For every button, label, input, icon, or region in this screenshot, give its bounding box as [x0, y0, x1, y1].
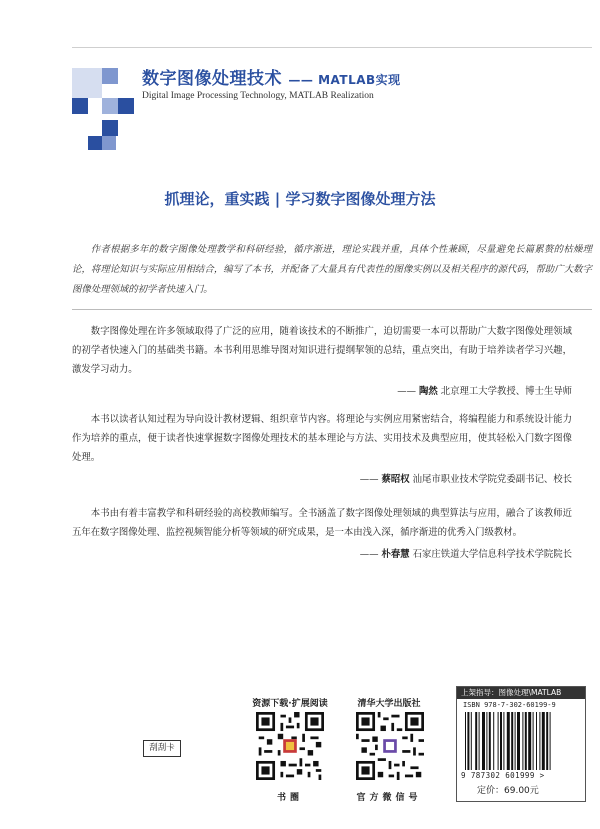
barcode-number: 9 787302 601999 > [461, 771, 545, 780]
qr1-heading: 资源下载·扩展阅读 [252, 699, 328, 709]
reviewer-name: 蔡昭权 [381, 474, 410, 485]
reviewer-name: 陶然 [418, 386, 438, 397]
price: 定价：69.00元 [477, 786, 539, 796]
reviewer-title: 汕尾市职业技术学院党委副书记、校长 [412, 474, 572, 485]
reviewer-title: 石家庄铁道大学信息科学技术学院院长 [412, 549, 572, 560]
intro-section [72, 240, 592, 300]
qr-code-wechat[interactable] [356, 712, 424, 780]
review-text: 本书由有着丰富教学和科研经验的高校教师编写。全书涵盖了数字图像处理领域的典型算法与应用，融合了该教师近五年在数字图像处理、监控视频智能分析等领域的研究成果，是一本由浅入深，循序渐进的优秀入门级教材。 [72, 508, 572, 538]
review-text: 数字图像处理在许多领域取得了广泛的应用，随着该技术的不断推广，迫切需要一本可以帮助广大数字图像处理领域的初学者快速入门的基础类书籍。本书利用思维导图对知识进行提纲挈领的总结，重点突出，有助于培养读者学习兴趣，激发学习动力。 [72, 326, 572, 375]
reviewer-name: 朴春慧 [381, 549, 410, 560]
series-logo [72, 68, 134, 152]
isbn-text: ISBN 978-7-302-60199-9 [463, 701, 556, 709]
barcode-panel [456, 686, 586, 802]
review-3 [72, 504, 572, 564]
qr2-caption: 官方微信号 [356, 793, 422, 803]
review-signature: —— 蔡昭权 汕尾市职业技术学院党委副书记、校长 [359, 474, 572, 485]
review-2 [72, 410, 572, 489]
intro-text: 作者根据多年的数字图像处理教学和科研经验，循序渐进，理论实践并重，具体个性兼顾，尽量避免长篇累赘的枯燥理论，将理论知识与实际应用相结合，编写了本书，并配备了大量具有代表性的图像实例以及相关程序的源代码，帮助广大数字图像处理领域的初学者快速入门。 [72, 244, 592, 295]
review-1 [72, 322, 572, 401]
reviewer-title: 北京理工大学教授、博士生导师 [440, 386, 572, 397]
shelf-guide: 上架指导：图像处理\MATLAB [457, 687, 585, 699]
review-signature: —— 陶然 北京理工大学教授、博士生导师 [397, 386, 572, 397]
review-text: 本书以读者认知过程为导向设计教材逻辑、组织章节内容。将理论与实例应用紧密结合，将编程能力和系统设计能力作为培养的重点，便于读者快速掌握数字图像处理技术的基本理论与方法、实用技术及典型应用，使其轻松入门数字图像处理。 [72, 414, 572, 463]
qr-code-resources[interactable] [256, 712, 324, 780]
book-title [142, 64, 401, 89]
qr1-caption: 书圈 [276, 793, 303, 803]
review-signature: —— 朴春慧 石家庄铁道大学信息科学技术学院院长 [359, 549, 572, 560]
divider [72, 309, 592, 310]
book-title-suffix: —— MATLAB实现 [288, 73, 401, 87]
book-title-main: 数字图像处理技术 [142, 69, 282, 89]
top-rule [72, 47, 592, 48]
qr2-heading: 清华大学出版社 [357, 699, 421, 709]
scratch-card-label: 刮刮卡 [143, 740, 181, 757]
book-title-english: Digital Image Processing Technology, MATLAB Realization [142, 91, 374, 101]
isbn-barcode [465, 712, 577, 770]
slogan: 抓理论，重实践 | 学习数字图像处理方法 [164, 190, 436, 208]
